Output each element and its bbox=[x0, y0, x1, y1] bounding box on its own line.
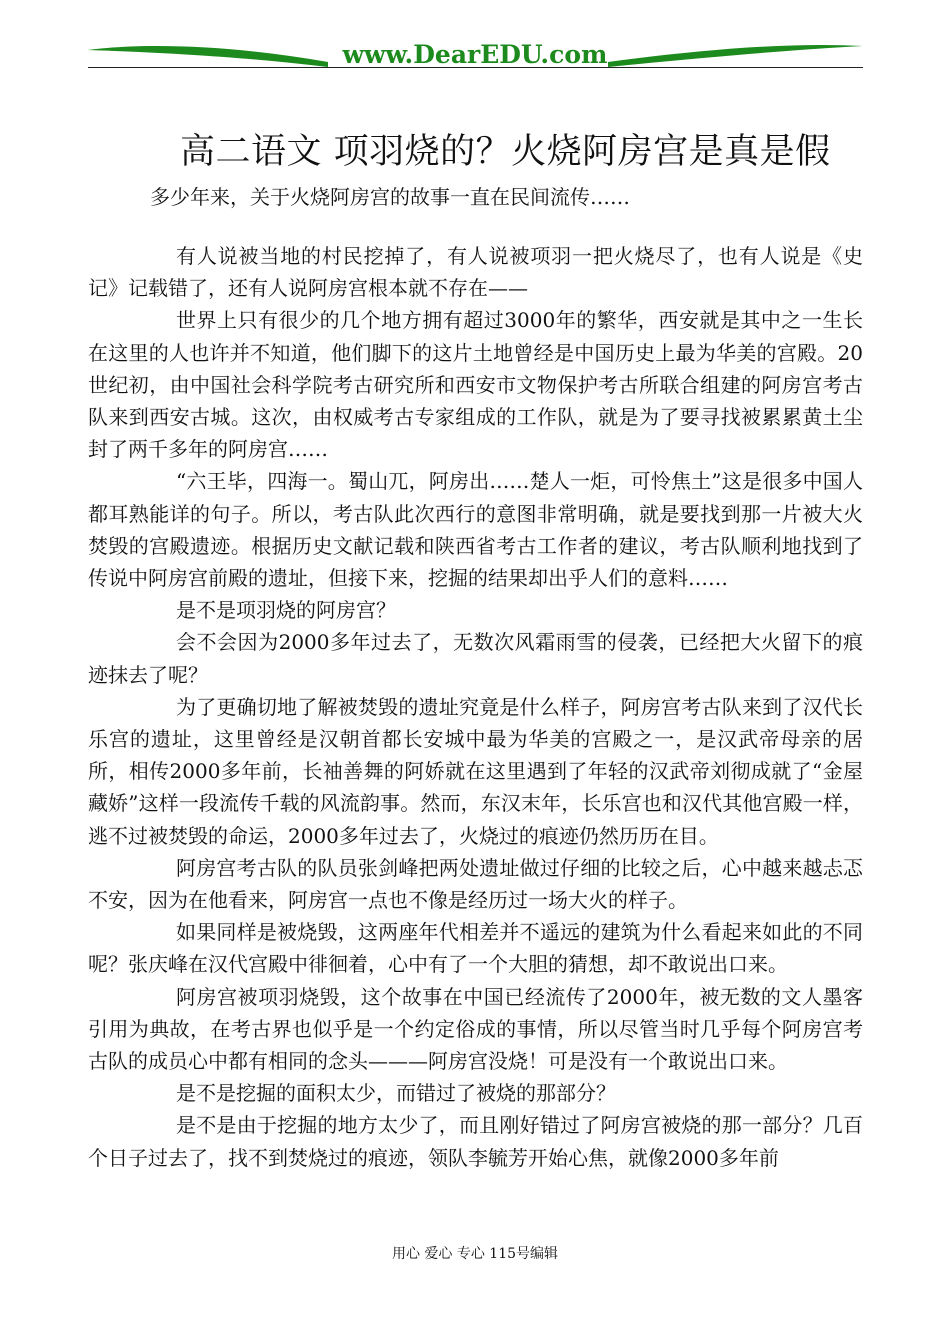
paragraph: 为了更确切地了解被焚毁的遗址究竟是什么样子，阿房宫考古队来到了汉代长乐宫的遗址，这里曾经是汉朝首都长安城中最为华美的宫殿之一，是汉武帝母亲的居所，相传2000多年前，长袖善舞的阿娇就在这里遇到了年轻的汉武帝刘彻成就了“金屋藏娇”这样一段流传千载的风流韵事。然而，东汉末年，长乐宫也和汉代其他宫殿一样，逃不过被焚毁的命运，2000多年过去了，火烧过的痕迹仍然历历在目。 bbox=[88, 694, 863, 848]
paragraph: “六王毕，四海一。蜀山兀，阿房出……楚人一炬，可怜焦土”这是很多中国人都耳熟能详的句子。所以，考古队此次西行的意图非常明确，就是要找到那一片被大火焚毁的宫殿遗迹。根据历史文献记载和陕西省考古工作者的建议，考古队顺利地找到了传说中阿房宫前殿的遗址，但接下来，挖掘的结果却出乎人们的意料…… bbox=[88, 469, 863, 591]
intro-text: 多少年来，关于火烧阿房宫的故事一直在民间流传…… bbox=[150, 185, 630, 209]
paragraph: 是不是由于挖掘的地方太少了，而且刚好错过了阿房宫被烧的那一部分？几百个日子过去了，找不到焚烧过的痕迹，领队李毓芳开始心焦，就像2000多年前 bbox=[88, 1113, 863, 1170]
logo-text: www.DearEDU.com bbox=[342, 40, 608, 69]
dearedu-logo bbox=[88, 36, 863, 70]
site-header bbox=[88, 36, 863, 70]
paragraph: 世界上只有很少的几个地方拥有超过3000年的繁华，西安就是其中之一生长在这里的人也许并不知道，他们脚下的这片土地曾经是中国历史上最为华美的宫殿。20世纪初，由中国社会科学院考古研究所和西安市文物保护考古所联合组建的阿房宫考古队来到西安古城。这次，由权威考古专家组成的工作队，就是为了要寻找被累累黄土尘封了两千多年的阿房宫…… bbox=[88, 308, 863, 462]
page-footer: 用心 爱心 专心 115号编辑 bbox=[391, 1246, 559, 1262]
paragraph: 阿房宫考古队的队员张剑峰把两处遗址做过仔细的比较之后，心中越来越忐忑不安，因为在他看来，阿房宫一点也不像是经历过一场大火的样子。 bbox=[88, 855, 863, 913]
logo-swoosh-left bbox=[88, 46, 328, 67]
paragraph: 有人说被当地的村民挖掉了，有人说被项羽一把火烧尽了，也有人说是《史记》记载错了，还有人说阿房宫根本就不存在—— bbox=[88, 244, 863, 301]
paragraph: 是不是项羽烧的阿房宫？ bbox=[176, 598, 396, 623]
paragraph: 阿房宫被项羽烧毁，这个故事在中国已经流传了2000年，被无数的文人墨客引用为典故，在考古界也似乎是一个约定俗成的事情，所以尽管当时几乎每个阿房宫考古队的成员心中都有相同的念头———阿房宫没烧！可是没有一个敢说出口来。 bbox=[88, 984, 863, 1074]
article-body bbox=[88, 240, 863, 1174]
header-rule bbox=[88, 67, 863, 68]
logo-swoosh-right bbox=[608, 45, 863, 67]
paragraph: 是不是挖掘的面积太少，而错过了被烧的那部分？ bbox=[176, 1081, 616, 1106]
document-title: 高二语文 项羽烧的？火烧阿房宫是真是假 bbox=[180, 132, 831, 172]
paragraph: 会不会因为2000多年过去了，无数次风霜雨雪的侵袭，已经把大火留下的痕迹抹去了呢？ bbox=[88, 630, 863, 687]
paragraph: 如果同样是被烧毁，这两座年代相差并不遥远的建筑为什么看起来如此的不同呢？张庆峰在汉代宫殿中徘徊着，心中有了一个大胆的猜想，却不敢说出口来。 bbox=[88, 920, 863, 977]
